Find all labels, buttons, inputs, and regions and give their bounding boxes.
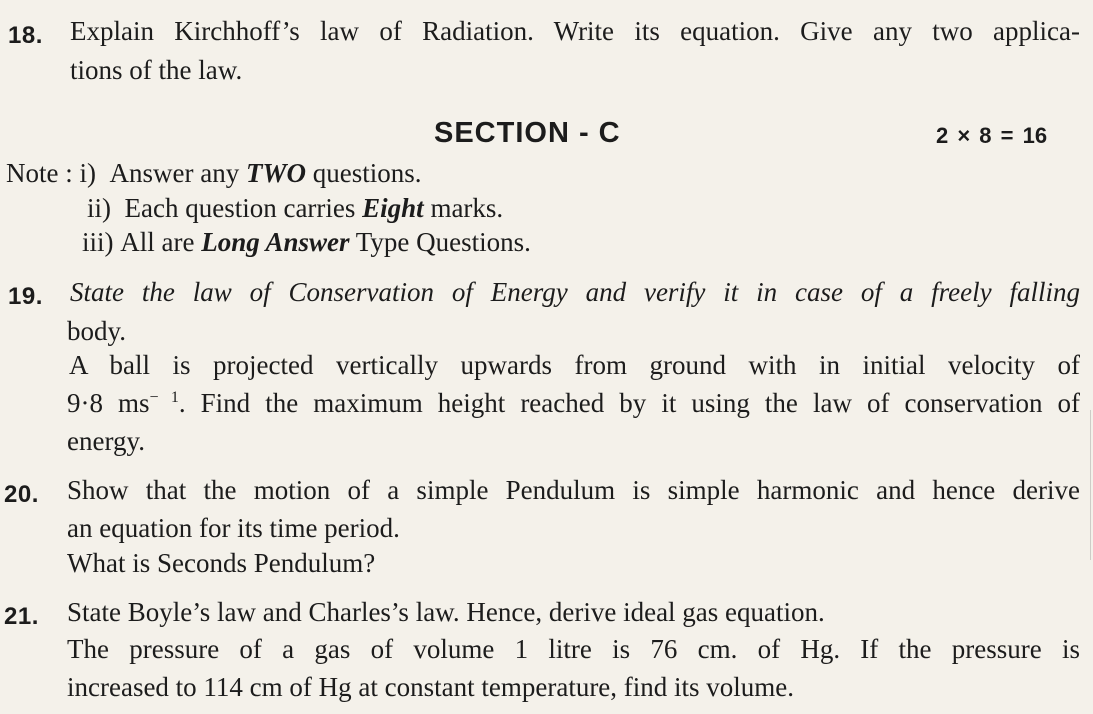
question-19-number: 19. <box>8 283 43 310</box>
question-21-number: 21. <box>4 603 39 630</box>
note-item-2-prefix: ii) <box>87 193 111 223</box>
section-heading: SECTION - C <box>434 117 621 149</box>
note-item-2-emphasis: Eight <box>362 193 424 223</box>
page-edge-line <box>1090 410 1091 560</box>
question-19-line-2: body. <box>67 316 126 346</box>
question-19-line-4-text: . Find the maximum height reached by it using the law of conservation of <box>178 388 1081 418</box>
question-20-line-3: What is Seconds Pendulum? <box>67 548 376 578</box>
question-18-line-1: Explain Kirchhoff’s law of Radiation. Write its equation. Give any two applica- <box>70 16 1080 46</box>
note-item-2-text-pre: Each question carries <box>124 193 363 223</box>
note-item-2 <box>87 195 503 222</box>
note-item-1-emphasis: TWO <box>245 158 306 188</box>
question-19-line-3: A ball is projected vertically upwards from ground with in initial velocity of <box>69 350 1080 380</box>
note-label: Note : <box>6 158 73 188</box>
question-20-line-2: an equation for its time period. <box>67 513 400 543</box>
note-item-1-prefix: i) <box>79 158 96 188</box>
note-item-2-text-post: marks. <box>423 193 504 223</box>
velocity-value: 9·8 ms <box>67 388 150 418</box>
question-19-line-5: energy. <box>67 426 145 456</box>
note-item-3 <box>82 229 531 256</box>
question-21-line-2: The pressure of a gas of volume 1 litre is 76 cm. of Hg. If the pressure is <box>67 634 1080 664</box>
question-20-number: 20. <box>4 481 39 508</box>
question-19-line-4 <box>67 390 1080 417</box>
question-19-line-1: State the law of Conservation of Energy and verify it in case of a freely falling <box>70 277 1080 307</box>
question-18-line-2: tions of the law. <box>70 55 243 85</box>
note-item-3-emphasis: Long Answer <box>201 227 350 257</box>
section-marks: 2 × 8 = 16 <box>936 123 1048 148</box>
question-21-line-1: State Boyle’s law and Charles’s law. Hence, derive ideal gas equation. <box>67 597 825 627</box>
velocity-exponent: − 1 <box>149 389 179 406</box>
note-item-1-text-pre: Answer any <box>109 158 246 188</box>
note-item-3-text-post: Type Questions. <box>349 227 531 257</box>
note-item-1 <box>6 160 421 187</box>
question-18-number: 18. <box>8 22 43 49</box>
note-item-1-text-post: questions. <box>305 158 422 188</box>
note-item-3-prefix: iii) <box>82 227 114 257</box>
question-21-line-3: increased to 114 cm of Hg at constant temperature, find its volume. <box>67 672 795 702</box>
note-item-3-text-pre: All are <box>120 227 202 257</box>
question-20-line-1: Show that the motion of a simple Pendulum is simple harmonic and hence derive <box>67 475 1080 505</box>
